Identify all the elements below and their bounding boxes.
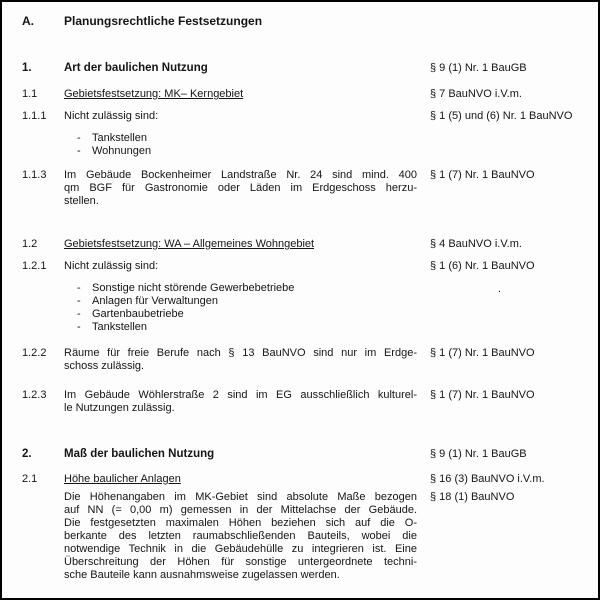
list-item-text: Tankstellen [92, 321, 148, 333]
legal-reference: § 1 (5) und (6) Nr. 1 BauNVO [430, 110, 573, 122]
list-item [64, 321, 417, 334]
legal-reference: § 1 (7) Nr. 1 BauNVO [430, 389, 535, 401]
clause-title: Gebietsfestsetzung: MK– Kerngebiet [64, 88, 244, 100]
dash-bullet: - [77, 321, 81, 333]
clause-number: 1.2.3 [22, 389, 47, 401]
clause-number: 1.2.2 [22, 347, 47, 359]
list-item-text: Anlagen für Verwaltungen [92, 295, 218, 307]
list-item [64, 145, 417, 158]
clause-number: 1.1 [22, 88, 38, 100]
clause-row-2-1 [22, 473, 590, 486]
dash-bullet: - [77, 295, 81, 307]
text-line: le Nutzungen zulässig. [64, 402, 175, 414]
clause-number: 2. [22, 448, 32, 460]
list-row [22, 282, 590, 334]
clause-number: 1. [22, 62, 32, 74]
clause-text: Nicht zulässig sind: [64, 110, 159, 122]
text-line: Im Gebäude Wöhlerstraße 2 sind im EG ausschließlich kulturel- [64, 389, 417, 401]
dash-bullet: - [77, 145, 81, 157]
legal-reference: § 7 BauNVO i.V.m. [430, 88, 522, 100]
legal-reference: § 1 (7) Nr. 1 BauNVO [430, 347, 535, 359]
legal-reference: § 1 (6) Nr. 1 BauNVO [430, 260, 535, 272]
dash-bullet: - [77, 282, 81, 294]
dash-list [64, 132, 417, 158]
text-line: stellen. [64, 195, 99, 207]
section-a-heading [22, 14, 590, 28]
clause-number: 1.1.3 [22, 169, 47, 181]
legal-reference: § 9 (1) Nr. 1 BauGB [430, 62, 527, 74]
text-line: Die Höhenangaben im MK-Gebiet sind absolute Maße bezogen [64, 491, 417, 503]
text-line: Im Gebäude Bockenheimer Landstraße Nr. 24 sind mind. 400 [64, 169, 417, 181]
clause-row-1-1-3 [22, 169, 590, 208]
clause-row-2 [22, 448, 590, 461]
clause-number: 2.1 [22, 473, 38, 485]
legal-reference: § 9 (1) Nr. 1 BauGB [430, 448, 527, 460]
clause-number: 1.2 [22, 238, 38, 250]
clause-paragraph [64, 347, 417, 373]
clause-row-1-2 [22, 238, 590, 251]
clause-paragraph [64, 389, 417, 415]
legal-reference: § 1 (7) Nr. 1 BauNVO [430, 169, 535, 181]
list-row [22, 132, 590, 158]
list-item [64, 132, 417, 145]
clause-number: 1.2.1 [22, 260, 47, 272]
clause-row-1-2-2 [22, 347, 590, 373]
text-line: Die festgesetzten maximalen Höhen beziehen sich auf die O- [64, 517, 417, 529]
section-number: A. [22, 14, 34, 28]
text-line: notwendige Technik in die Gebäudehülle zu integrieren ist. Eine [64, 543, 417, 555]
list-item [64, 295, 417, 308]
dash-bullet: - [77, 132, 81, 144]
clause-title: Höhe baulicher Anlagen [64, 473, 181, 485]
text-line: sche Bauteile kann ausnahmsweise zugelassen werden. [64, 569, 340, 581]
text-line: schoss zulässig. [64, 360, 145, 372]
text-line: Räume für freie Berufe nach § 13 BauNVO sind nur im Erdge- [64, 347, 417, 359]
clause-text: Nicht zulässig sind: [64, 260, 159, 272]
text-line: qm BGF für Gastronomie oder Läden im Erdgeschoss herzu- [64, 182, 417, 194]
text-line: Überschreitung der Höhen für sonstige untergeordnete techni- [64, 556, 417, 568]
list-item-text: Wohnungen [92, 145, 152, 157]
clause-row-2-1-body [22, 491, 590, 582]
clause-row-1 [22, 62, 590, 75]
clause-title: Gebietsfestsetzung: WA – Allgemeines Wohngebiet [64, 238, 315, 250]
clause-paragraph [64, 169, 417, 208]
clause-row-1-1 [22, 88, 590, 101]
text-line: auf NN (= 0,00 m) gemessen in der Mittelachse der Gebäude. [64, 504, 417, 516]
list-item [64, 308, 417, 321]
clause-title: Art der baulichen Nutzung [64, 62, 208, 74]
clause-number: 1.1.1 [22, 110, 47, 122]
section-title: Planungsrechtliche Festsetzungen [64, 14, 263, 28]
list-item [64, 282, 417, 295]
list-item-text: Tankstellen [92, 132, 148, 144]
legal-reference: § 16 (3) BauNVO i.V.m. [430, 473, 545, 485]
clause-paragraph [64, 491, 417, 582]
text-line: berkante des letzten raumabschließenden Bauteils, wobei die [64, 530, 417, 542]
legal-reference: § 4 BauNVO i.V.m. [430, 238, 522, 250]
list-item-text: Sonstige nicht störende Gewerbebetriebe [92, 282, 295, 294]
scan-artifact-dot: . [498, 283, 502, 295]
dash-bullet: - [77, 308, 81, 320]
clause-row-1-2-3 [22, 389, 590, 415]
legal-reference: § 18 (1) BauNVO [430, 491, 515, 503]
list-item-text: Gartenbaubetriebe [92, 308, 184, 320]
dash-list [64, 282, 417, 334]
clause-title: Maß der baulichen Nutzung [64, 448, 215, 460]
clause-row-1-1-1 [22, 110, 590, 123]
clause-row-1-2-1 [22, 260, 590, 273]
